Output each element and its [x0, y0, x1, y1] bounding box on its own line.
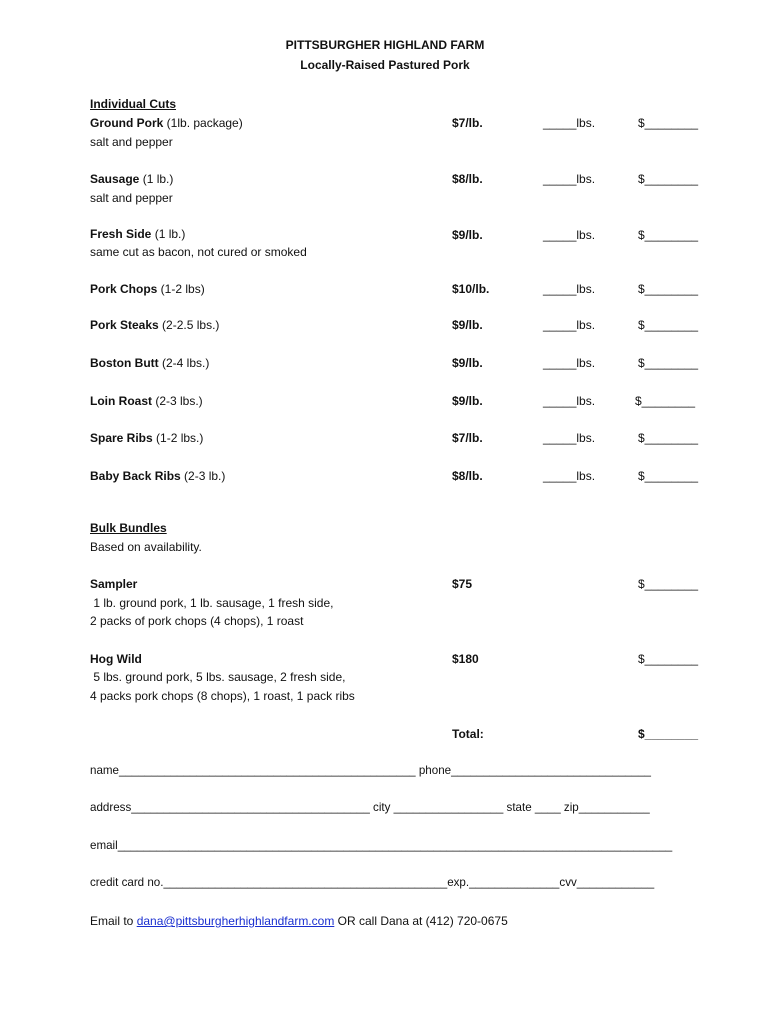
- item-total-field[interactable]: $________: [635, 394, 696, 408]
- address-label: address: [90, 801, 132, 814]
- bundle-price: $75: [452, 577, 473, 591]
- item-size: (2-4 lbs.): [158, 356, 210, 370]
- item-qty-field[interactable]: _____lbs.: [543, 356, 596, 370]
- name-label: name: [90, 764, 120, 777]
- list-item: [90, 431, 203, 445]
- bundle-desc-line: 4 packs pork chops (8 chops), 1 roast, 1 pack ribs: [90, 689, 355, 703]
- bulk-bundles-heading: Bulk Bundles: [90, 521, 167, 535]
- contact-suffix: OR call Dana at (412) 720-0675: [334, 914, 508, 928]
- item-size: (2-3 lb.): [180, 469, 226, 483]
- item-size: (2-3 lbs.): [152, 394, 203, 408]
- item-total-field[interactable]: $________: [638, 318, 699, 332]
- item-qty-field[interactable]: _____lbs.: [543, 116, 596, 130]
- bundle-desc-line: 1 lb. ground pork, 1 lb. sausage, 1 fresh side,: [90, 596, 334, 610]
- item-price: $7/lb.: [452, 116, 483, 130]
- item-name: Sausage: [90, 172, 140, 186]
- bundle-desc-line: 2 packs of pork chops (4 chops), 1 roast: [90, 614, 304, 628]
- item-total-field[interactable]: $________: [638, 356, 699, 370]
- list-item: [90, 356, 209, 370]
- individual-cuts-heading: Individual Cuts: [90, 97, 177, 111]
- item-name: Fresh Side: [90, 227, 152, 241]
- item-qty-field[interactable]: _____lbs.: [543, 469, 596, 483]
- item-total-field[interactable]: $________: [638, 172, 699, 186]
- list-item: [90, 172, 173, 186]
- zip-field[interactable]: ___________: [578, 801, 650, 814]
- item-name: Boston Butt: [90, 356, 159, 370]
- item-total-field[interactable]: $________: [638, 228, 699, 242]
- list-item: [90, 469, 225, 483]
- bundle-total-field[interactable]: $________: [638, 652, 699, 666]
- item-price: $9/lb.: [452, 318, 483, 332]
- city-field[interactable]: _________________: [393, 801, 504, 814]
- cvv-field[interactable]: ____________: [576, 876, 655, 889]
- item-price: $9/lb.: [452, 228, 483, 242]
- item-size: (1 lb.): [151, 227, 186, 241]
- list-item: [90, 394, 203, 408]
- email-line: [90, 839, 672, 852]
- item-qty-field[interactable]: _____lbs.: [543, 172, 596, 186]
- item-price: $10/lb.: [452, 282, 490, 296]
- credit-card-label: credit card no.: [90, 876, 164, 889]
- phone-field[interactable]: _______________________________: [451, 764, 651, 777]
- item-total-field[interactable]: $________: [638, 282, 699, 296]
- item-size: (2-2.5 lbs.): [158, 318, 220, 332]
- payment-line: [90, 876, 654, 889]
- item-qty-field[interactable]: _____lbs.: [543, 228, 596, 242]
- item-total-field[interactable]: $________: [638, 116, 699, 130]
- email-label: email: [90, 839, 118, 852]
- item-name: Baby Back Ribs: [90, 469, 181, 483]
- phone-label: phone: [415, 764, 452, 777]
- state-field[interactable]: ____: [534, 801, 561, 814]
- list-item: [90, 318, 219, 332]
- item-name: Pork Steaks: [90, 318, 159, 332]
- item-desc: salt and pepper: [90, 191, 173, 205]
- list-item: [90, 282, 205, 296]
- exp-label: exp.: [447, 876, 470, 889]
- address-line: [90, 801, 650, 814]
- item-price: $9/lb.: [452, 356, 483, 370]
- item-total-field[interactable]: $________: [638, 469, 699, 483]
- item-qty-field[interactable]: _____lbs.: [543, 431, 596, 445]
- page-title: PITTSBURGHER HIGHLAND FARM: [285, 38, 485, 52]
- bundle-name: Hog Wild: [90, 652, 142, 666]
- item-size: (1lb. package): [163, 116, 243, 130]
- item-total-field[interactable]: $________: [638, 431, 699, 445]
- total-label: Total:: [452, 727, 484, 741]
- item-qty-field[interactable]: _____lbs.: [543, 394, 596, 408]
- item-qty-field[interactable]: _____lbs.: [543, 282, 596, 296]
- credit-card-field[interactable]: ____________________________________________: [163, 876, 448, 889]
- bundle-total-field[interactable]: $________: [638, 577, 699, 591]
- item-name: Pork Chops: [90, 282, 158, 296]
- city-label: city: [369, 801, 394, 814]
- bulk-note: Based on availability.: [90, 540, 202, 554]
- exp-field[interactable]: ______________: [469, 876, 560, 889]
- list-item: [90, 227, 185, 241]
- item-price: $8/lb.: [452, 469, 483, 483]
- zip-label: zip: [560, 801, 579, 814]
- name-phone-line: [90, 764, 651, 777]
- name-field[interactable]: ______________________________________________: [119, 764, 416, 777]
- item-size: (1 lb.): [139, 172, 174, 186]
- item-name: Loin Roast: [90, 394, 152, 408]
- item-desc: same cut as bacon, not cured or smoked: [90, 245, 307, 259]
- list-item: [90, 116, 243, 130]
- item-price: $8/lb.: [452, 172, 483, 186]
- bundle-price: $180: [452, 652, 479, 666]
- email-field[interactable]: ______________________________________________________________________________________: [117, 839, 673, 852]
- cvv-label: cvv: [559, 876, 577, 889]
- bundle-name: Sampler: [90, 577, 138, 591]
- item-desc: salt and pepper: [90, 135, 173, 149]
- contact-line: [90, 914, 508, 928]
- state-label: state: [503, 801, 535, 814]
- email-link[interactable]: dana@pittsburgherhighlandfarm.com: [136, 914, 335, 928]
- page-subtitle: Locally-Raised Pastured Pork: [300, 58, 470, 72]
- item-price: $9/lb.: [452, 394, 483, 408]
- total-field[interactable]: $________: [638, 727, 699, 741]
- item-name: Ground Pork: [90, 116, 164, 130]
- item-qty-field[interactable]: _____lbs.: [543, 318, 596, 332]
- item-name: Spare Ribs: [90, 431, 153, 445]
- bundle-desc-line: 5 lbs. ground pork, 5 lbs. sausage, 2 fresh side,: [90, 670, 346, 684]
- item-price: $7/lb.: [452, 431, 483, 445]
- item-size: (1-2 lbs.): [152, 431, 204, 445]
- item-size: (1-2 lbs): [157, 282, 205, 296]
- contact-prefix: Email to: [90, 914, 137, 928]
- address-field[interactable]: _____________________________________: [131, 801, 370, 814]
